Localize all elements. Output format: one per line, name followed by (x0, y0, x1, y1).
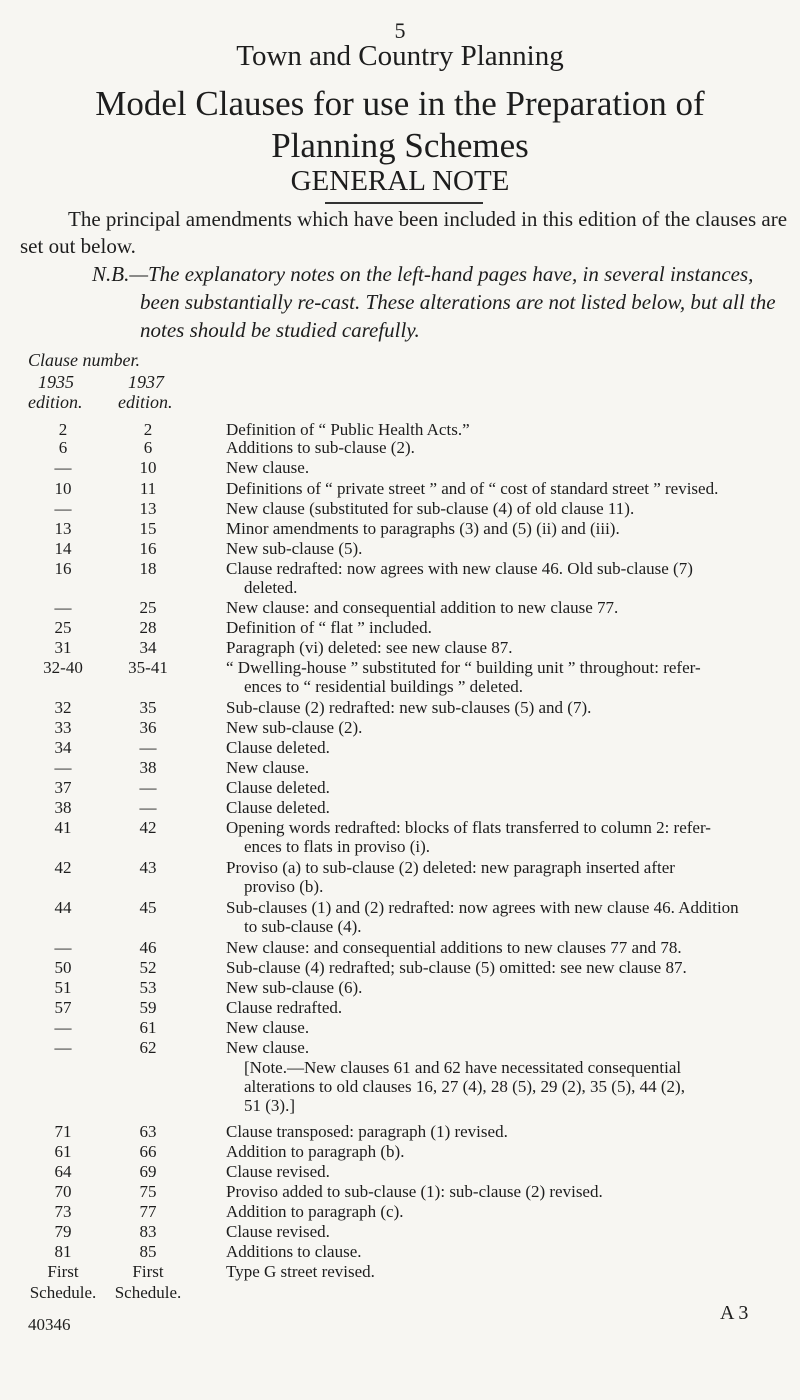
row-description-line: New clause. (226, 758, 310, 777)
row-1937-number: 25 (139, 598, 157, 617)
row-1935-number: 33 (54, 718, 72, 737)
row-1937-number: 18 (139, 559, 157, 578)
row-description (226, 420, 796, 439)
row-1935-number: 34 (54, 738, 72, 757)
row-1937-number: 11 (139, 479, 157, 498)
row-1935-number: — (54, 1038, 72, 1057)
row-description-line: Definition of “ Public Health Acts.” (226, 420, 470, 439)
row-description (226, 898, 796, 936)
row-1937-number: First (132, 1262, 164, 1281)
row-1935-number: — (54, 758, 72, 777)
row-description-line: “ Dwelling-house ” substituted for “ building unit ” throughout: refer- (226, 658, 701, 677)
row-1935-number: First (47, 1262, 79, 1281)
row-1935-number: 13 (54, 519, 72, 538)
main-title-line1: Model Clauses for use in the Preparation of (95, 84, 705, 123)
row-description (226, 718, 796, 737)
row-description-line: New clause. (226, 458, 310, 477)
row-1935-number: 25 (54, 618, 72, 637)
row-1937-number: 77 (139, 1202, 157, 1221)
row-1935-number: 61 (54, 1142, 72, 1161)
row-1937-number: 35 (139, 698, 157, 717)
print-code: 40346 (28, 1315, 71, 1334)
row-1935-number: 57 (54, 998, 72, 1017)
nb-line1: N.B.—The explanatory notes on the left-hand pages have, in several instances, (92, 262, 754, 286)
row-1937-number: 66 (139, 1142, 157, 1161)
row-1937-number: 28 (139, 618, 157, 637)
row-description (226, 438, 796, 457)
row-1935-number: 70 (54, 1182, 72, 1201)
intro-paragraph (20, 206, 790, 260)
row-1937-number: 13 (139, 499, 157, 518)
row-description-line: Additions to sub-clause (2). (226, 438, 415, 457)
signature-mark: A 3 (720, 1302, 749, 1324)
row-1935-number: — (54, 499, 72, 518)
intro-text: The principal amendments which have been included in this edition of the clauses are set out below. (20, 207, 788, 258)
row-description-line: Sub-clause (4) redrafted; sub-clause (5) omitted: see new clause 87. (226, 958, 687, 977)
row-1937-number: 6 (143, 438, 153, 457)
row-1935-number: — (54, 598, 72, 617)
row-1937-number: 63 (139, 1122, 157, 1141)
schedule-label-1937: Schedule. (114, 1283, 182, 1302)
row-description (226, 818, 796, 856)
row-description (226, 778, 796, 797)
row-description (226, 638, 796, 657)
row-description (226, 1162, 796, 1181)
page-number: 5 (394, 18, 406, 43)
row-description-line: New sub-clause (5). (226, 539, 363, 558)
row-description-line: New sub-clause (2). (226, 718, 363, 737)
row-description (226, 499, 796, 518)
row-description (226, 1242, 796, 1261)
nb-note (92, 260, 792, 344)
row-description (226, 618, 796, 637)
row-description-line: proviso (b). (244, 877, 324, 896)
row-1935-number: 51 (54, 978, 72, 997)
row-description (226, 1038, 796, 1057)
row-description-line: Opening words redrafted: blocks of flats transferred to column 2: refer- (226, 818, 711, 837)
row-1937-number: 16 (139, 539, 157, 558)
row-description (226, 1058, 796, 1115)
row-description (226, 658, 796, 696)
row-description-line: [Note.—New clauses 61 and 62 have necessitated consequential (244, 1058, 682, 1077)
row-description-line: New clause (substituted for sub-clause (4) of old clause 11). (226, 499, 635, 518)
row-1937-number: — (139, 778, 157, 797)
row-description-line: deleted. (244, 578, 298, 597)
row-1935-number: 38 (54, 798, 72, 817)
row-description-line: Clause redrafted. (226, 998, 343, 1017)
row-1935-number: 31 (54, 638, 72, 657)
row-description-line: Clause deleted. (226, 738, 330, 757)
nb-line2: been substantially re-cast. These alterations are not listed below, but all the (140, 290, 776, 314)
row-description-line: New clause. (226, 1018, 310, 1037)
row-description (226, 458, 796, 477)
nb-line3: notes should be studied carefully. (140, 318, 420, 342)
row-description-line: 51 (3).] (244, 1096, 295, 1115)
row-1937-number: 43 (139, 858, 157, 877)
row-description-line: Proviso (a) to sub-clause (2) deleted: new paragraph inserted after (226, 858, 675, 877)
row-description-line: Definitions of “ private street ” and of “ cost of standard street ” revised. (226, 479, 719, 498)
row-1935-number: 32 (54, 698, 72, 717)
row-1937-number: 62 (139, 1038, 157, 1057)
row-1935-number: 37 (54, 778, 72, 797)
row-description-line: New clause. (226, 1038, 310, 1057)
row-1935-number: — (54, 1018, 72, 1037)
row-1937-number: — (139, 798, 157, 817)
row-description-line: New clause: and consequential addition to new clause 77. (226, 598, 619, 617)
row-description-line: Additions to clause. (226, 1242, 362, 1261)
row-1937-number: 59 (139, 998, 157, 1017)
column-header-1937: 1937 (128, 372, 164, 392)
row-description-line: to sub-clause (4). (244, 917, 362, 936)
row-description (226, 1142, 796, 1161)
row-description-line: alterations to old clauses 16, 27 (4), 28 (5), 29 (2), 35 (5), 44 (2), (244, 1077, 685, 1096)
row-1937-number: 85 (139, 1242, 157, 1261)
row-description-line: Clause revised. (226, 1162, 330, 1181)
row-1937-number: 69 (139, 1162, 157, 1181)
row-description-line: New sub-clause (6). (226, 978, 363, 997)
row-1937-number: 61 (139, 1018, 157, 1037)
row-description (226, 798, 796, 817)
row-description (226, 938, 796, 957)
row-description (226, 1262, 796, 1281)
row-description (226, 858, 796, 896)
row-1937-number: 10 (139, 458, 157, 477)
row-1937-number: 35-41 (128, 658, 168, 677)
row-1935-number: 32-40 (43, 658, 83, 677)
row-description (226, 1202, 796, 1221)
row-description-line: Clause deleted. (226, 798, 330, 817)
row-description-line: Minor amendments to paragraphs (3) and (5) (ii) and (iii). (226, 519, 620, 538)
row-1935-number: 41 (54, 818, 72, 837)
column-header-edition-a: edition. (28, 392, 83, 412)
row-description (226, 958, 796, 977)
main-title-line2: Planning Schemes (271, 126, 529, 165)
row-1935-number: — (54, 458, 72, 477)
main-title (0, 83, 800, 167)
row-1937-number: — (139, 738, 157, 757)
row-description-line: Clause deleted. (226, 778, 330, 797)
row-1935-number: 16 (54, 559, 72, 578)
row-description (226, 519, 796, 538)
row-1935-number: 81 (54, 1242, 72, 1261)
row-description (226, 559, 796, 597)
row-description-line: Sub-clauses (1) and (2) redrafted: now agrees with new clause 46. Addition (226, 898, 739, 917)
title-underline (325, 202, 483, 204)
row-1937-number: 52 (139, 958, 157, 977)
row-description (226, 738, 796, 757)
row-description-line: Sub-clause (2) redrafted: new sub-clauses (5) and (7). (226, 698, 592, 717)
schedule-label-1935: Schedule. (29, 1283, 97, 1302)
row-1935-number: 64 (54, 1162, 72, 1181)
row-description (226, 1182, 796, 1201)
row-description-line: Clause redrafted: now agrees with new clause 46. Old sub-clause (7) (226, 559, 693, 578)
row-description (226, 1222, 796, 1241)
row-1935-number: 44 (54, 898, 72, 917)
section-title: GENERAL NOTE (290, 165, 510, 197)
column-header-edition-b: edition. (118, 392, 173, 412)
row-description-line: ences to “ residential buildings ” deleted. (244, 677, 523, 696)
row-1937-number: 42 (139, 818, 157, 837)
row-1935-number: 14 (54, 539, 72, 558)
row-description (226, 598, 796, 617)
row-description-line: Addition to paragraph (b). (226, 1142, 405, 1161)
row-description-line: New clause: and consequential additions to new clauses 77 and 78. (226, 938, 682, 957)
column-header-1935: 1935 (38, 372, 74, 392)
row-1935-number: 42 (54, 858, 72, 877)
row-description-line: Type G street revised. (226, 1262, 375, 1281)
row-description (226, 758, 796, 777)
row-description (226, 998, 796, 1017)
row-description (226, 539, 796, 558)
row-description (226, 479, 796, 498)
row-1937-number: 34 (139, 638, 157, 657)
row-1935-number: 10 (54, 479, 72, 498)
row-description-line: ences to flats in proviso (i). (244, 837, 431, 856)
column-header-clause-number: Clause number. (28, 350, 140, 370)
row-description (226, 1018, 796, 1037)
row-1937-number: 46 (139, 938, 157, 957)
row-1937-number: 15 (139, 519, 157, 538)
row-description-line: Clause transposed: paragraph (1) revised. (226, 1122, 508, 1141)
row-1937-number: 75 (139, 1182, 157, 1201)
row-1935-number: 2 (58, 420, 68, 439)
row-1935-number: — (54, 938, 72, 957)
row-1937-number: 38 (139, 758, 157, 777)
row-1937-number: 2 (143, 420, 153, 439)
row-description (226, 978, 796, 997)
row-description-line: Clause revised. (226, 1222, 330, 1241)
row-1935-number: 50 (54, 958, 72, 977)
row-description-line: Addition to paragraph (c). (226, 1202, 404, 1221)
row-1935-number: 73 (54, 1202, 72, 1221)
row-description (226, 698, 796, 717)
row-1935-number: 71 (54, 1122, 72, 1141)
row-1937-number: 53 (139, 978, 157, 997)
row-description-line: Definition of “ flat ” included. (226, 618, 432, 637)
row-1935-number: 6 (58, 438, 68, 457)
row-1937-number: 36 (139, 718, 157, 737)
row-1935-number: 79 (54, 1222, 72, 1241)
row-description (226, 1122, 796, 1141)
header-title: Town and Country Planning (236, 40, 564, 72)
row-1937-number: 45 (139, 898, 157, 917)
row-description-line: Paragraph (vi) deleted: see new clause 87. (226, 638, 513, 657)
row-1937-number: 83 (139, 1222, 157, 1241)
row-description-line: Proviso added to sub-clause (1): sub-clause (2) revised. (226, 1182, 603, 1201)
